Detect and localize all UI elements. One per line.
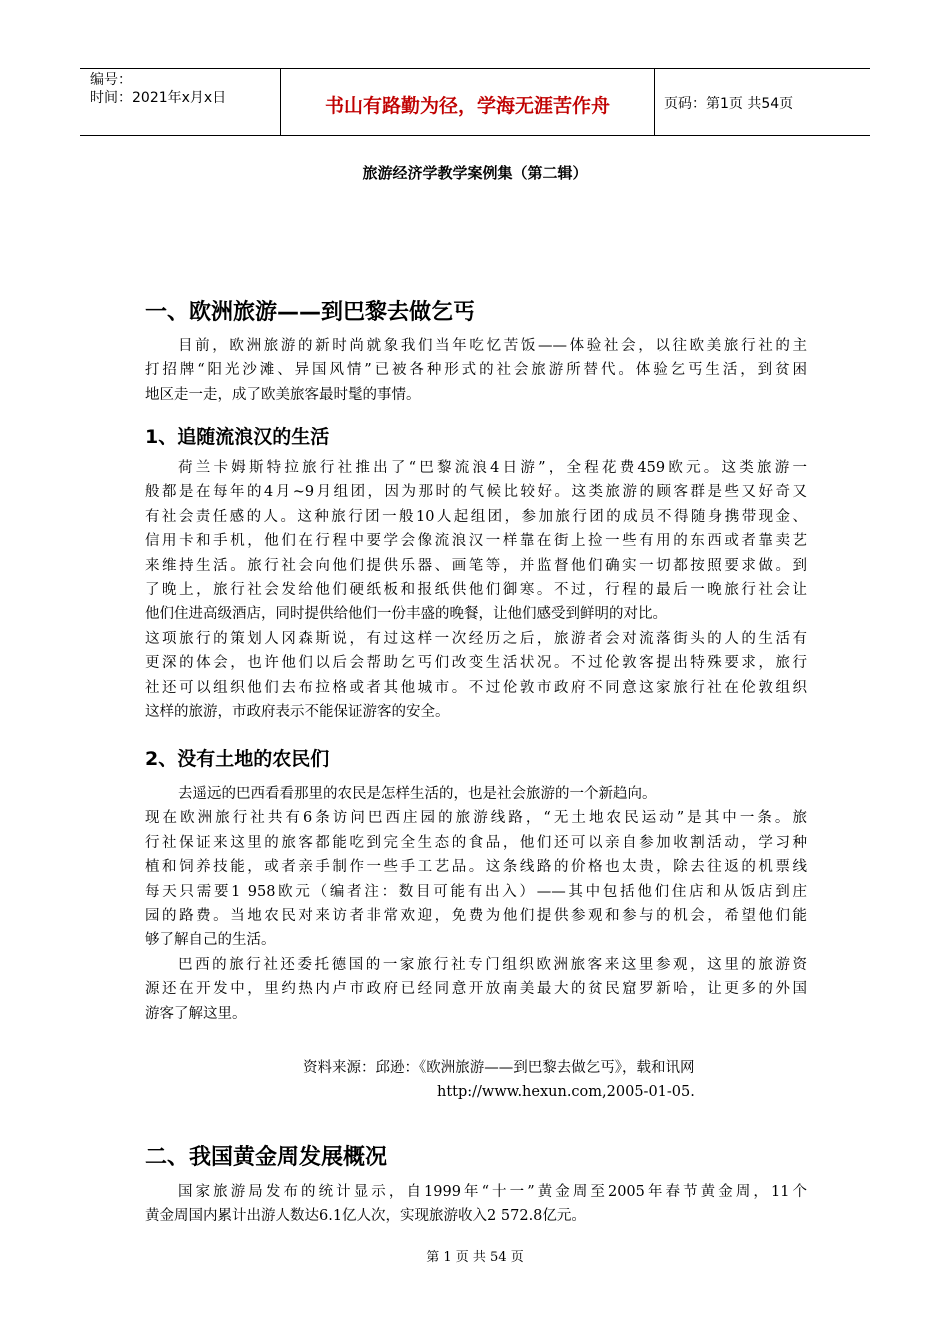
text-line: 够了解自己的生活。: [145, 932, 276, 949]
source-citation: [145, 1056, 807, 1105]
text-line: 游客了解这里。: [145, 1005, 247, 1022]
subsection-heading: 2、没有土地的农民们: [145, 748, 330, 770]
document-number-label: 编号：: [90, 72, 132, 88]
section-heading: 一、欧洲旅游——到巴黎去做乞丐: [145, 300, 476, 325]
text-line: 了晚上，旅行社会发给他们硬纸板和报纸供他们御寒。不过，行程的最后一晚旅行社会让: [145, 582, 807, 599]
header-meta: [90, 71, 280, 107]
page-header: [80, 68, 870, 136]
text-line: 他们住进高级酒店，同时提供给他们一份丰盛的晚餐，让他们感受到鲜明的对比。: [145, 606, 667, 623]
subsection1-paragraph: [145, 456, 807, 724]
text-line: 巴西的旅行社还委托德国的一家旅行社专门组织欧洲旅客来这里参观，这里的旅游资: [178, 956, 807, 973]
text-line: 去遥远的巴西看看那里的农民是怎样生活的，也是社会旅游的一个新趋向。: [178, 786, 657, 802]
text-line: 这项旅行的策划人冈森斯说，有过这样一次经历之后，旅游者会对流落街头的人的生活有: [145, 630, 807, 647]
section1-intro-paragraph: [145, 334, 807, 407]
text-line: 打招牌“阳光沙滩、异国风情”已被各种形式的社会旅游所替代。体验乞丐生活，到贫困: [145, 362, 807, 379]
text-line: 社还可以组织他们去布拉格或者其他城市。不过伦敦市政府不同意这家旅行社在伦敦组织: [145, 679, 807, 696]
section2-paragraph: [145, 1180, 807, 1229]
header-divider: [654, 69, 655, 135]
source-url: http://www.hexun.com,2005-01-05.: [437, 1084, 695, 1101]
text-line: 源还在开发中，里约热内卢市政府已经同意开放南美最大的贫民窟罗新哈，让更多的外国: [145, 981, 807, 998]
text-line: 国家旅游局发布的统计显示，自1999年“十一”黄金周至2005年春节黄金周，11个: [178, 1184, 807, 1200]
source-line: 资料来源：邱逊：《欧洲旅游——到巴黎去做乞丐》，载和讯网: [303, 1060, 695, 1076]
text-line: 每天只需要1 958欧元（编者注：数目可能有出入）——其中包括他们住店和从饭店到庄: [145, 883, 807, 900]
section-heading: 二、我国黄金周发展概况: [145, 1145, 388, 1170]
text-line: 植和饲养技能，或者亲手制作一些手工艺品。这条线路的价格也太贵，除去往返的机票线: [145, 859, 807, 876]
text-line: 黄金周国内累计出游人数达6.1亿人次，实现旅游收入2 572.8亿元。: [145, 1208, 586, 1225]
text-line: 地区走一走，成了欧美旅客最时髦的事情。: [145, 386, 421, 403]
header-page-info: 页码：第1页 共54页: [664, 96, 794, 112]
page-footer: 第 1 页 共 54 页: [426, 1250, 524, 1265]
text-line: 目前，欧洲旅游的新时尚就象我们当年吃忆苦饭——体验社会，以往欧美旅行社的主: [178, 338, 807, 354]
text-line: 更深的体会，也许他们以后会帮助乞丐们改变生活状况。不过伦敦客提出特殊要求，旅行: [145, 655, 807, 672]
text-line: 园的路费。当地农民对来访者非常欢迎，免费为他们提供参观和参与的机会，希望他们能: [145, 908, 807, 925]
text-line: 般都是在每年的4月~9月组团，因为那时的气候比较好。这类旅游的顾客群是些又好奇又: [145, 484, 807, 501]
text-line: 荷兰卡姆斯特拉旅行社推出了“巴黎流浪4日游”，全程花费459欧元。这类旅游一: [178, 460, 807, 476]
subsection-heading: 1、追随流浪汉的生活: [145, 426, 330, 448]
text-line: 行社保证来这里的旅客都能吃到完全生态的食品，他们还可以亲自参加收割活动，学习种: [145, 834, 807, 851]
text-line: 现在欧洲旅行社共有6条访问巴西庄园的旅游线路，“无土地农民运动”是其中一条。旅: [145, 810, 807, 827]
text-line: 有社会责任感的人。这种旅行团一般10人起组团，参加旅行团的成员不得随身携带现金、: [145, 508, 807, 525]
document-time-label: 时间：2021年x月x日: [90, 90, 227, 106]
text-line: 这样的旅游，市政府表示不能保证游客的安全。: [145, 704, 450, 721]
document-title: 旅游经济学教学案例集（第二辑）: [362, 164, 588, 182]
text-line: 信用卡和手机，他们在行程中要学会像流浪汉一样靠在街上捡一些有用的东西或者靠卖艺: [145, 533, 807, 550]
subsection2-paragraph: [145, 782, 807, 1026]
header-motto: 书山有路勤为径，学海无涯苦作舟: [324, 95, 610, 117]
text-line: 来维持生活。旅行社会向他们提供乐器、画笔等，并监督他们确实一切都按照要求做。到: [145, 557, 807, 574]
